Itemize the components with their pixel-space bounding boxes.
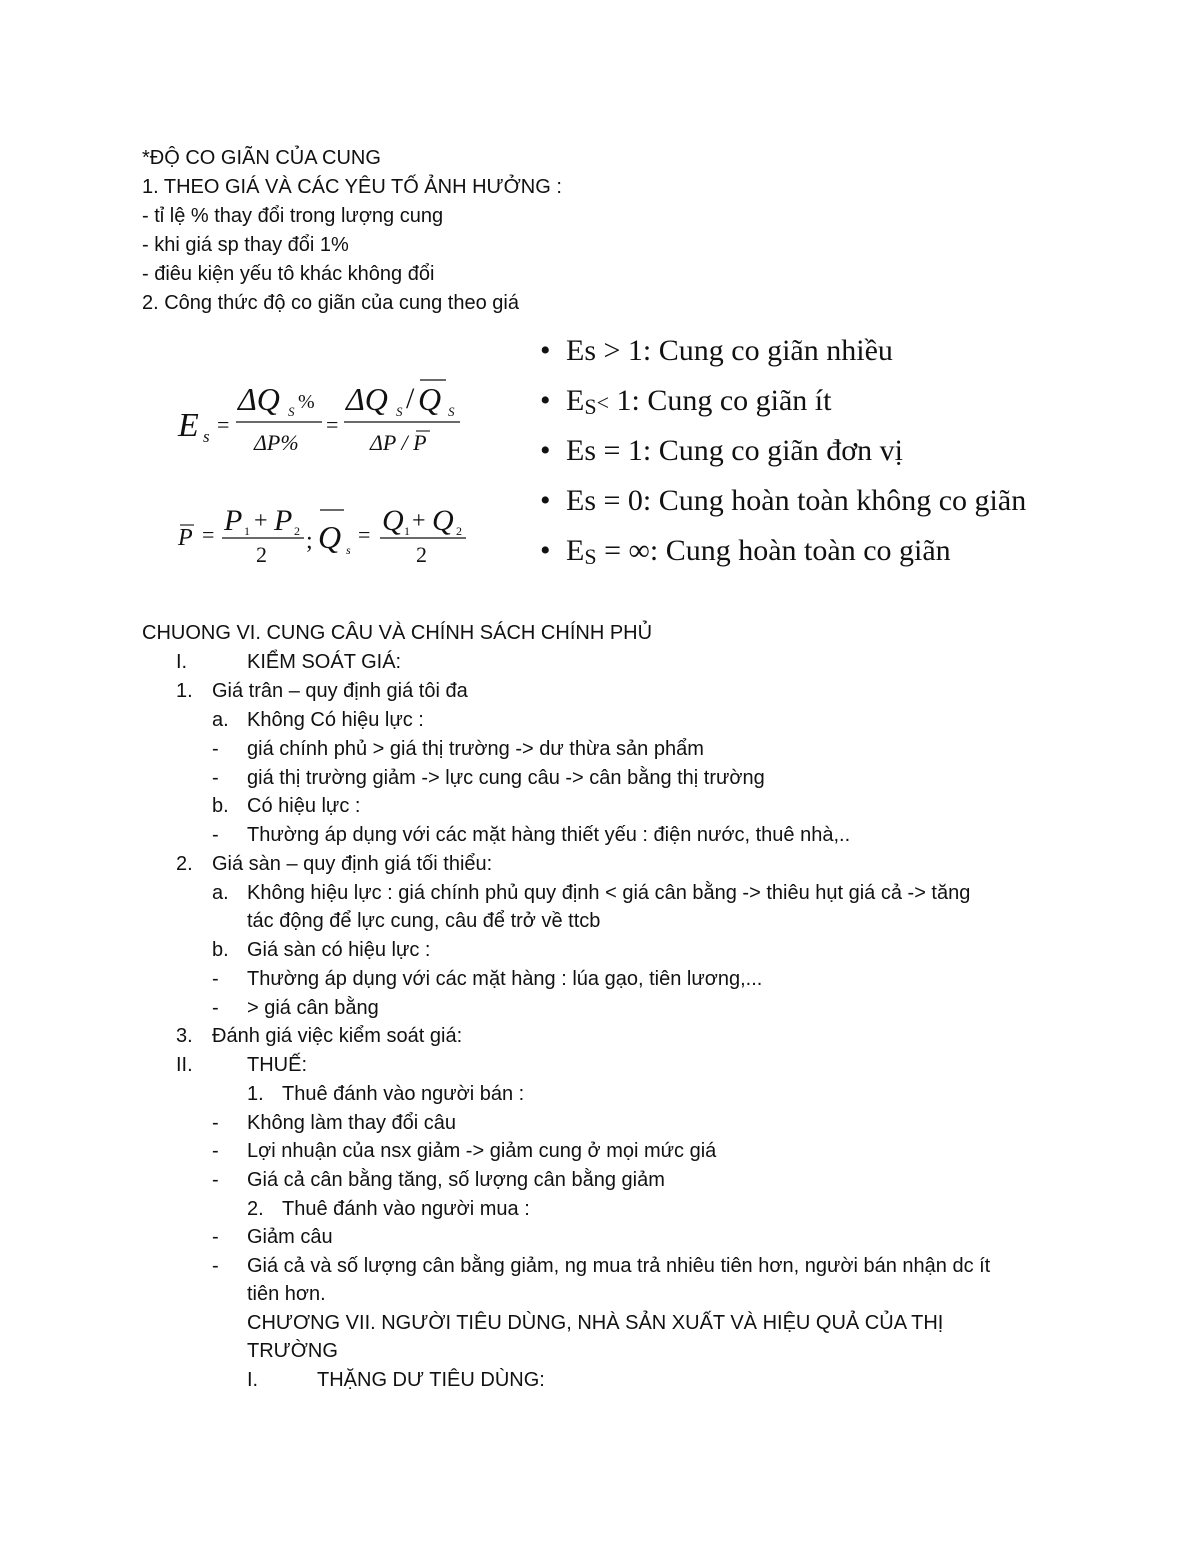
subscript: 1 — [404, 524, 410, 538]
subscript: S — [288, 404, 295, 419]
bullet-icon: • — [540, 334, 551, 367]
case-op: = ∞ — [596, 534, 650, 567]
list-item-text: THẶNG DƯ TIÊU DÙNG: — [317, 1369, 545, 1391]
list-marker: - — [212, 1169, 219, 1191]
list-marker: - — [212, 1226, 219, 1248]
list-item-text: Đánh giá việc kiểm soát giá: — [212, 1025, 463, 1047]
list-marker: 1. — [176, 680, 193, 702]
bullet-line: - tỉ lệ % thay đổi trong lượng cung — [142, 205, 444, 227]
list-marker: a. — [212, 882, 229, 904]
equals-sign: = — [217, 412, 230, 437]
list-marker: 1. — [247, 1083, 264, 1105]
list-item-text: Lợi nhuận của nsx giảm -> giảm cung ở mọi mức giá — [247, 1140, 717, 1162]
case-text: : Cung co giãn đơn vị — [642, 434, 903, 467]
subscript: 2 — [456, 524, 462, 538]
elasticity-formula — [170, 370, 490, 580]
list-item-text: Thuê đánh vào người mua : — [282, 1198, 530, 1220]
list-item-text: THUẾ: — [247, 1054, 307, 1076]
q-bar: Q — [418, 381, 442, 417]
list-marker: - — [212, 738, 219, 760]
equals-sign: = — [358, 522, 371, 547]
subscript: S — [396, 404, 403, 419]
case-text: : Cung co giãn nhiều — [642, 334, 893, 367]
list-item-text: Thường áp dụng với các mặt hàng thiết yếu : điện nước, thuê nhà,.. — [247, 824, 851, 846]
subscript: S — [448, 404, 455, 419]
divide-slash: / — [406, 382, 415, 415]
list-item-text: Không làm thay đổi câu — [247, 1112, 457, 1134]
equals-sign: = — [202, 522, 215, 547]
subscript: s — [346, 543, 351, 557]
list-marker: I. — [176, 651, 188, 673]
p1: P — [224, 504, 243, 537]
case-op-lt: < — [596, 390, 609, 415]
elasticity-case — [540, 383, 831, 425]
bullet-icon: • — [540, 534, 551, 567]
q2: Q — [432, 504, 454, 537]
bullet-icon: • — [540, 484, 551, 517]
list-marker: - — [212, 824, 219, 846]
list-marker: I. — [247, 1369, 259, 1391]
es-subscript: s — [203, 427, 210, 446]
list-item-text: Giá sàn – quy định giá tối thiểu: — [212, 853, 493, 875]
percent-sign: % — [298, 391, 315, 413]
case-subscript: S — [584, 394, 597, 419]
list-marker: - — [212, 1255, 219, 1277]
subscript: 2 — [294, 524, 300, 538]
chapter-title-continued: TRƯỜNG — [247, 1340, 338, 1362]
denominator-two: 2 — [256, 542, 267, 567]
case-lhs: Es = 1 — [566, 434, 643, 467]
plus-sign: + — [254, 508, 268, 534]
chapter-title: CHUONG VI. CUNG CÂU VÀ CHÍNH SÁCH CHÍNH PHỦ — [142, 622, 653, 644]
bullet-icon: • — [540, 384, 551, 417]
list-marker: 2. — [176, 853, 193, 875]
list-item-text: giá thị trường giảm -> lực cung câu -> cân bằng thị trường — [247, 767, 765, 789]
list-item-text: Giá sàn có hiệu lực : — [247, 939, 431, 961]
q1: Q — [382, 504, 404, 537]
delta-p-over-p: ΔP / P — [370, 430, 427, 455]
list-item-text: Giá trân – quy định giá tôi đa — [212, 680, 468, 702]
list-item-text: KIỂM SOÁT GIÁ: — [247, 651, 402, 673]
semicolon: ; — [306, 528, 313, 554]
case-text: : Cung co giãn ít — [631, 384, 832, 417]
list-item-text: Thuê đánh vào người bán : — [282, 1083, 525, 1105]
bullet-icon: • — [540, 434, 551, 467]
denominator-two: 2 — [416, 542, 427, 567]
bullet-line: - điêu kiện yếu tô khác không đổi — [142, 263, 435, 285]
list-marker: - — [212, 968, 219, 990]
plus-sign: + — [412, 508, 426, 534]
list-item-text: Có hiệu lực : — [247, 795, 361, 817]
list-marker: II. — [176, 1054, 193, 1076]
subscript: 1 — [244, 524, 250, 538]
list-marker: 2. — [247, 1198, 264, 1220]
list-marker: a. — [212, 709, 229, 731]
section-item-1: 1. THEO GIÁ VÀ CÁC YÊU TỐ ẢNH HƯỞNG : — [142, 176, 562, 198]
elasticity-case — [540, 483, 1026, 519]
list-item-text: Không hiệu lực : giá chính phủ quy định < giá cân bằng -> thiêu hụt giá cả -> tăng — [247, 882, 971, 904]
p-bar: P — [178, 525, 193, 551]
case-lhs: E — [566, 534, 585, 567]
bullet-line: - khi giá sp thay đổi 1% — [142, 234, 349, 256]
list-marker: 3. — [176, 1025, 193, 1047]
case-text: : Cung hoàn toàn co giãn — [649, 534, 951, 567]
list-item-text: tiên hơn. — [247, 1283, 326, 1305]
case-text: : Cung hoàn toàn không co giãn — [642, 484, 1027, 517]
list-item-text: Giá cả và số lượng cân bằng giảm, ng mua trả nhiêu tiên hơn, người bán nhận dc ít — [247, 1255, 991, 1277]
list-item-text: Giảm câu — [247, 1226, 333, 1248]
delta-p-denominator: ΔP% — [254, 430, 299, 455]
case-lhs: E — [566, 384, 585, 417]
list-marker: b. — [212, 939, 229, 961]
section-item-2: 2. Công thức độ co giãn của cung theo giá — [142, 292, 519, 314]
elasticity-case — [540, 433, 903, 469]
delta-q-numerator: ΔQ — [238, 381, 280, 417]
list-marker: - — [212, 1140, 219, 1162]
list-item-text: tác động để lực cung, câu để trở về ttcb — [247, 910, 601, 932]
es-symbol: E — [178, 407, 199, 444]
list-item-text: giá chính phủ > giá thị trường -> dư thừa sản phẩm — [247, 738, 704, 760]
list-marker: - — [212, 1112, 219, 1134]
case-op-value: 1 — [609, 384, 632, 417]
list-item-text: Không Có hiệu lực : — [247, 709, 424, 731]
list-marker: - — [212, 997, 219, 1019]
delta-q-numerator: ΔQ — [346, 381, 388, 417]
list-marker: - — [212, 767, 219, 789]
case-subscript: S — [584, 544, 597, 569]
elasticity-case — [540, 533, 951, 575]
list-marker: b. — [212, 795, 229, 817]
elasticity-case — [540, 333, 893, 369]
list-item-text: Giá cả cân bằng tăng, số lượng cân bằng giảm — [247, 1169, 665, 1191]
list-item-text: Thường áp dụng với các mặt hàng : lúa gạo, tiên lương,... — [247, 968, 763, 990]
section-heading: *ĐỘ CO GIÃN CỦA CUNG — [142, 147, 381, 169]
chapter-title: CHƯƠNG VII. NGƯỜI TIÊU DÙNG, NHÀ SẢN XUẤT VÀ HIỆU QUẢ CỦA THỊ — [247, 1312, 944, 1334]
p2: P — [274, 504, 293, 537]
list-item-text: > giá cân bằng — [247, 997, 379, 1019]
q-bar: Q — [318, 519, 342, 555]
case-lhs: Es > 1 — [566, 334, 643, 367]
equals-sign: = — [326, 412, 339, 437]
case-lhs: Es = 0 — [566, 484, 643, 517]
